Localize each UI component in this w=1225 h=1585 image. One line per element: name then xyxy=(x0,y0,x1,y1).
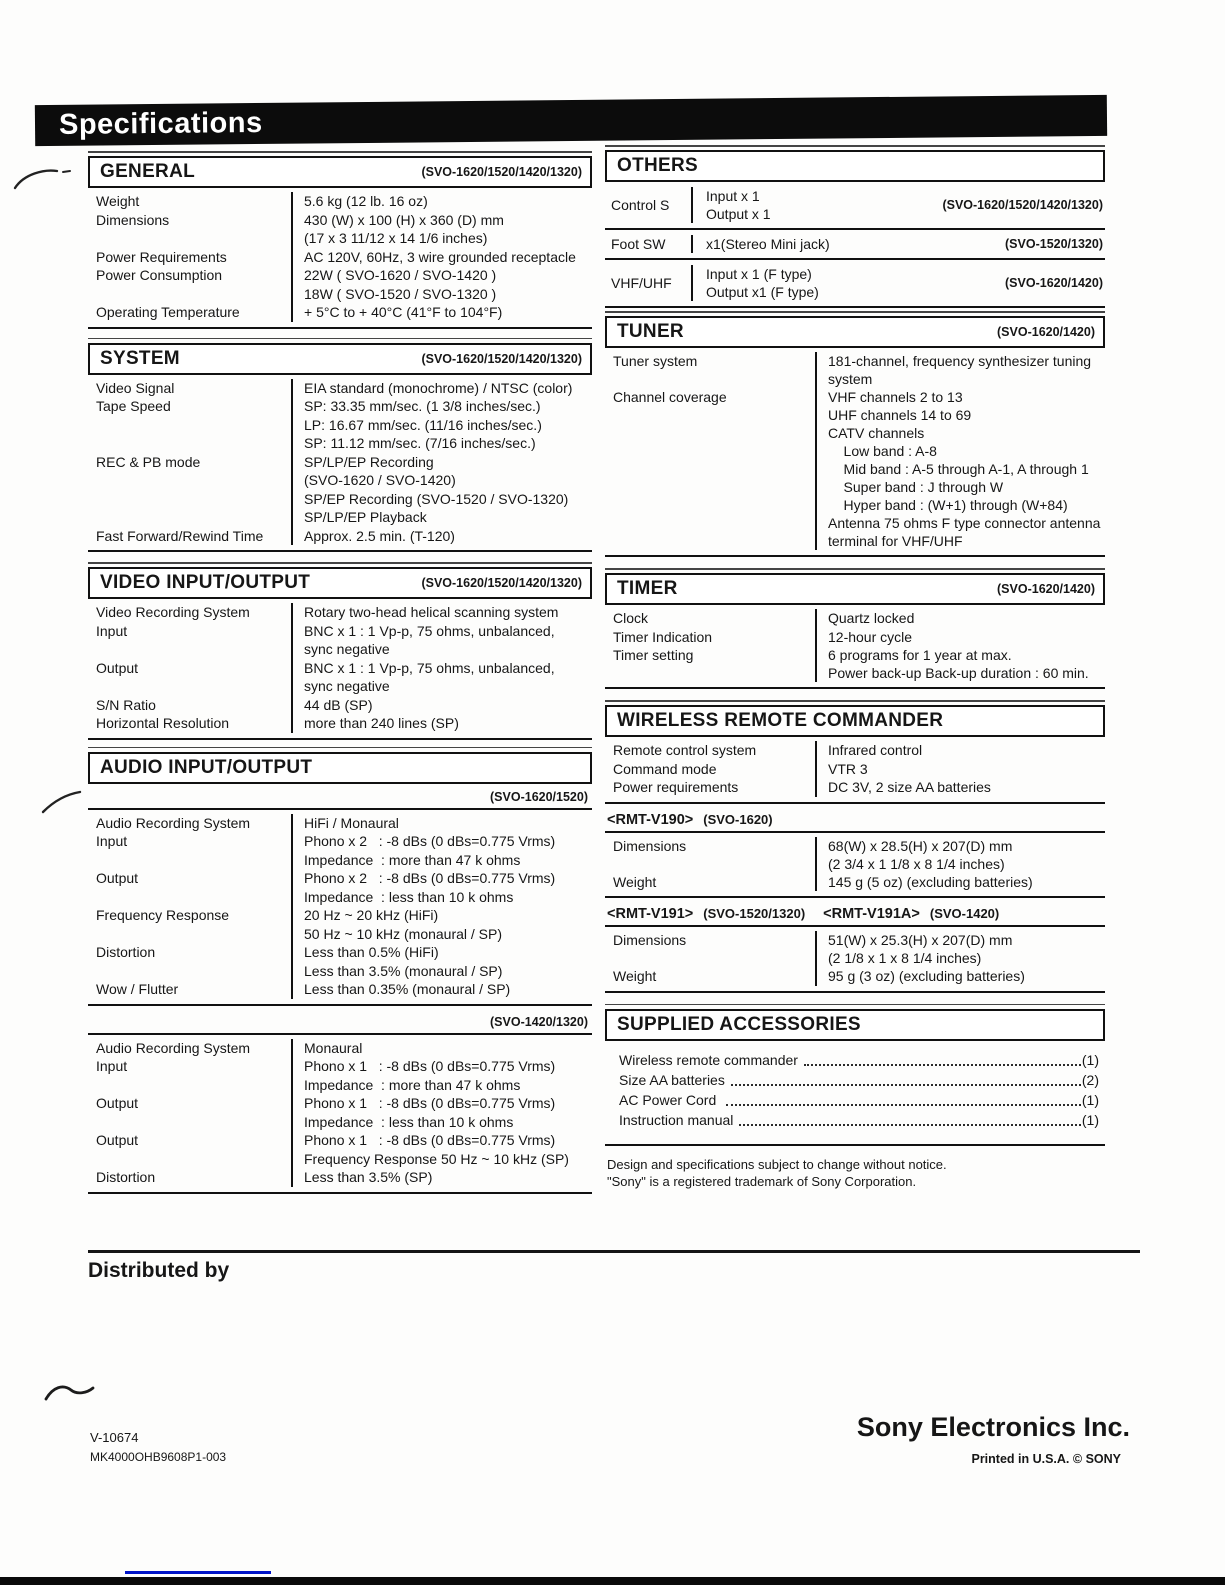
row-label: Output xyxy=(96,1095,139,1111)
section-models: (SVO-1620/1520/1420/1320) xyxy=(421,576,582,590)
row-value xyxy=(815,967,1105,986)
row-label: Output xyxy=(96,1132,139,1148)
value-line: Input x 1 (F type) xyxy=(706,266,812,282)
leader-dots xyxy=(804,1064,1081,1066)
pen-mark-icon xyxy=(12,163,74,193)
row-value xyxy=(815,352,1105,388)
accessory-name: Instruction manual xyxy=(619,1111,738,1128)
accessory-qty: (1) xyxy=(1081,1051,1099,1068)
row-value xyxy=(291,1057,592,1094)
left-column xyxy=(88,156,592,1194)
value-line: BNC x 1 : 1 Vp-p, 75 ohms, unbalanced, xyxy=(304,659,555,676)
row-value xyxy=(691,187,942,223)
value-line: DC 3V, 2 size AA batteries xyxy=(828,779,991,795)
row-label: Power Requirements xyxy=(96,248,227,265)
spec-row xyxy=(88,622,592,659)
spec-table xyxy=(88,1035,592,1194)
spec-table xyxy=(605,737,1105,804)
row-label: Control S xyxy=(611,197,670,213)
row-value xyxy=(291,453,592,527)
section-header xyxy=(88,156,592,188)
spec-row xyxy=(88,980,592,999)
spec-table xyxy=(88,599,592,740)
accessories-list xyxy=(605,1041,1105,1139)
row-model: (SVO-1620/1420) xyxy=(1005,276,1103,290)
spec-row xyxy=(88,659,592,696)
section-models: (SVO-1620/1520/1420/1320) xyxy=(421,351,582,366)
row-value xyxy=(291,832,592,869)
section-header xyxy=(88,567,592,599)
section-title: GENERAL xyxy=(100,161,195,182)
remote-code: <RMT-V191> xyxy=(607,906,694,922)
company-name: Sony Electronics Inc. xyxy=(856,1412,1130,1442)
row-label: Input xyxy=(96,622,128,639)
value-line: (17 x 3 11/12 x 14 1/6 inches) xyxy=(304,230,488,246)
section-title: VIDEO INPUT/OUTPUT xyxy=(100,572,311,593)
spec-row xyxy=(605,837,1105,873)
value-line: Phono x 2 : -8 dBs (0 dBs=0.775 Vrms) xyxy=(304,833,556,849)
section-models: (SVO-1620/1420) xyxy=(997,582,1095,596)
value-line: Infrared control xyxy=(828,742,923,758)
row-value xyxy=(815,931,1105,967)
row-label: Horizontal Resolution xyxy=(96,715,230,731)
section-others xyxy=(605,150,1105,308)
remote-subhead xyxy=(605,901,1105,927)
row-label: Tape Speed xyxy=(96,398,171,414)
spec-table xyxy=(605,927,1105,993)
row-label: Command mode xyxy=(613,760,717,777)
document-code-2: MK4000OHB9608P1-003 xyxy=(90,1450,227,1464)
spec-row xyxy=(605,646,1105,682)
others-table xyxy=(605,182,1105,308)
value-line: 51(W) x 25.3(H) x 207(D) mm xyxy=(828,932,1013,948)
row-value xyxy=(291,869,592,906)
value-line: (SVO-1620 / SVO-1420) xyxy=(304,472,456,488)
value-line: Less than 0.35% (monaural / SP) xyxy=(304,981,511,997)
section-header xyxy=(88,752,592,784)
value-line: Less than 3.5% (SP) xyxy=(304,1169,433,1185)
value-line: SP/LP/EP Playback xyxy=(304,509,427,525)
value-line: 20 Hz ~ 20 kHz (HiFi) xyxy=(304,907,439,923)
value-line: 181-channel, frequency synthesizer tuning xyxy=(828,353,1092,369)
row-label: Distortion xyxy=(96,1169,156,1185)
section-title: SUPPLIED ACCESSORIES xyxy=(617,1013,861,1035)
value-line: sync negative xyxy=(304,641,390,657)
spec-row xyxy=(605,931,1105,967)
spec-row xyxy=(88,527,592,546)
value-line: SP/EP Recording (SVO-1520 / SVO-1320) xyxy=(304,490,569,507)
specifications-banner xyxy=(35,95,1107,146)
value-line: Super band : J through W xyxy=(828,479,1004,495)
accessory-item xyxy=(619,1090,1099,1110)
value-line: UHF channels 14 to 69 xyxy=(828,407,972,423)
row-value xyxy=(291,1168,592,1187)
value-line: (2 1/8 x 1 x 8 1/4 inches) xyxy=(828,950,982,966)
subtable-model-caption: (SVO-1620/1520) xyxy=(88,784,592,810)
leader-dots xyxy=(739,1124,1081,1126)
value-line: BNC x 1 : 1 Vp-p, 75 ohms, unbalanced, xyxy=(304,622,555,639)
value-line: 18W ( SVO-1520 / SVO-1320 ) xyxy=(304,285,497,302)
value-line: Impedance : more than 47 k ohms xyxy=(304,1076,521,1093)
spec-table xyxy=(88,188,592,329)
row-value xyxy=(815,741,1105,760)
value-line: sync negative xyxy=(304,678,390,694)
value-line: LP: 16.67 mm/sec. (11/16 inches/sec.) xyxy=(304,416,542,433)
remote-model: (SVO-1520/1320) xyxy=(703,906,806,921)
spec-row xyxy=(88,266,592,303)
value-line: AC 120V, 60Hz, 3 wire grounded receptacle xyxy=(304,248,576,265)
value-line: Impedance : more than 47 k ohms xyxy=(304,851,521,868)
subtable-model-caption: (SVO-1420/1320) xyxy=(88,1009,592,1035)
row-label: Power Consumption xyxy=(96,267,223,283)
spec-row xyxy=(88,906,592,943)
row-value xyxy=(691,265,1005,301)
row-value xyxy=(291,696,592,715)
row-label: Weight xyxy=(96,193,140,209)
row-label: Dimensions xyxy=(613,837,687,854)
value-line: 95 g (3 oz) (excluding batteries) xyxy=(828,968,1025,984)
value-line: terminal for VHF/UHF xyxy=(828,533,963,549)
row-label: Operating Temperature xyxy=(96,304,240,320)
section-title: TIMER xyxy=(617,578,678,599)
row-value xyxy=(291,943,592,980)
spec-row xyxy=(88,814,592,833)
spec-row xyxy=(88,714,592,733)
row-value xyxy=(291,1131,592,1168)
spec-table xyxy=(605,833,1105,899)
section-title: WIRELESS REMOTE COMMANDER xyxy=(617,710,944,731)
document-code-1: V-10674 xyxy=(90,1430,139,1445)
section-audio xyxy=(88,752,592,1194)
value-line: 145 g (5 oz) (excluding batteries) xyxy=(828,873,1033,890)
spec-table xyxy=(605,348,1105,557)
footer-divider xyxy=(88,1250,1140,1253)
remote-code: <RMT-V190> xyxy=(607,811,694,828)
row-value xyxy=(291,303,592,322)
row-label: Input xyxy=(96,833,128,849)
row-value xyxy=(815,837,1105,873)
row-model: (SVO-1520/1320) xyxy=(1005,237,1103,251)
section-title: OTHERS xyxy=(617,155,698,176)
row-value xyxy=(815,778,1105,797)
value-line: Output x1 (F type) xyxy=(706,284,819,300)
value-line: Hyper band : (W+1) through (W+84) xyxy=(828,497,1068,513)
section-header xyxy=(605,705,1105,737)
value-line: 5.6 kg (12 lb. 16 oz) xyxy=(304,193,428,209)
spec-row xyxy=(88,248,592,267)
row-label: Remote control system xyxy=(613,742,757,758)
value-line: Approx. 2.5 min. (T-120) xyxy=(304,527,455,544)
row-value xyxy=(291,266,592,303)
value-line: EIA standard (monochrome) / NTSC (color) xyxy=(304,379,573,396)
spec-row xyxy=(88,696,592,715)
section-header xyxy=(605,573,1105,605)
row-label: Output xyxy=(96,870,139,886)
row-value xyxy=(291,622,592,659)
row-label: Timer setting xyxy=(613,647,694,663)
pen-mark-icon xyxy=(44,1382,96,1406)
value-line: SP: 11.12 mm/sec. (7/16 inches/sec.) xyxy=(304,435,536,451)
row-label: Timer Indication xyxy=(613,628,713,645)
row-value xyxy=(291,397,592,453)
value-line: Frequency Response 50 Hz ~ 10 kHz (SP) xyxy=(304,1150,569,1167)
spec-table xyxy=(605,605,1105,689)
spec-row xyxy=(88,1168,592,1187)
row-label: Input xyxy=(96,1058,128,1074)
remote-code: <RMT-V191A> xyxy=(823,906,920,922)
section-title: TUNER xyxy=(617,321,684,342)
note-line: "Sony" is a registered trademark of Sony Corporation. xyxy=(607,1174,917,1189)
others-row xyxy=(605,230,1105,260)
value-line: Phono x 1 : -8 dBs (0 dBs=0.775 Vrms) xyxy=(304,1132,556,1148)
row-label: VHF/UHF xyxy=(611,275,672,291)
value-line: 44 dB (SP) xyxy=(304,696,373,713)
accessory-item xyxy=(619,1110,1099,1130)
accessory-qty: (1) xyxy=(1081,1091,1099,1108)
value-line: Rotary two-head helical scanning system xyxy=(304,604,559,620)
row-label: Fast Forward/Rewind Time xyxy=(96,527,264,544)
spec-row xyxy=(605,760,1105,779)
accessory-item xyxy=(619,1050,1099,1070)
section-title: SYSTEM xyxy=(100,347,180,369)
accessory-qty: (1) xyxy=(1081,1111,1099,1128)
spec-row xyxy=(88,1094,592,1131)
value-line: Impedance : less than 10 k ohms xyxy=(304,888,514,905)
note-line: Design and specifications subject to change without notice. xyxy=(607,1156,947,1172)
row-value xyxy=(691,235,1005,253)
row-value xyxy=(815,646,1105,682)
row-label: Weight xyxy=(613,968,657,984)
spec-row xyxy=(88,832,592,869)
section-accessories xyxy=(605,1009,1105,1146)
spec-row xyxy=(605,352,1105,388)
row-label: Audio Recording System xyxy=(96,1039,251,1056)
value-line: Less than 0.5% (HiFi) xyxy=(304,944,439,960)
row-value xyxy=(291,527,592,546)
others-row xyxy=(605,182,1105,230)
value-line: more than 240 lines (SP) xyxy=(304,715,459,731)
value-line: 50 Hz ~ 10 kHz (monaural / SP) xyxy=(304,925,503,942)
value-line: Less than 3.5% (monaural / SP) xyxy=(304,962,503,979)
leader-dots xyxy=(726,1104,1081,1106)
value-line: system xyxy=(828,371,873,387)
value-line: 6 programs for 1 year at max. xyxy=(828,647,1012,663)
row-value xyxy=(291,714,592,733)
value-line: 12-hour cycle xyxy=(828,628,913,645)
value-line: 68(W) x 28.5(H) x 207(D) mm xyxy=(828,837,1013,854)
spec-row xyxy=(88,943,592,980)
value-line: Quartz locked xyxy=(828,610,915,626)
row-label: Clock xyxy=(613,610,649,626)
row-value xyxy=(291,379,592,398)
row-label: Tuner system xyxy=(613,353,698,369)
section-timer xyxy=(605,573,1105,689)
remote-model: (SVO-1420) xyxy=(929,906,1000,921)
spec-row xyxy=(605,967,1105,986)
spec-row xyxy=(88,397,592,453)
value-line: Phono x 2 : -8 dBs (0 dBs=0.775 Vrms) xyxy=(304,870,556,886)
spec-row xyxy=(605,628,1105,647)
section-tuner xyxy=(605,316,1105,557)
value-line: VHF channels 2 to 13 xyxy=(828,389,963,405)
value-line: (2 3/4 x 1 1/8 x 8 1/4 inches) xyxy=(828,855,1005,872)
others-row xyxy=(605,260,1105,308)
section-models: (SVO-1620/1420) xyxy=(997,325,1095,339)
spec-row xyxy=(88,1039,592,1058)
section-header xyxy=(605,150,1105,182)
row-label: Channel coverage xyxy=(613,389,727,405)
row-label: Distortion xyxy=(96,944,156,960)
spec-row xyxy=(605,778,1105,797)
row-value xyxy=(291,603,592,622)
right-column xyxy=(605,150,1105,1191)
row-label: Output xyxy=(96,659,139,676)
value-line: Input x 1 xyxy=(706,188,760,204)
spec-row xyxy=(88,303,592,322)
row-value xyxy=(291,659,592,696)
section-models: (SVO-1620/1520/1420/1320) xyxy=(421,165,582,179)
accessory-name: Wireless remote commander xyxy=(619,1051,802,1068)
spec-row xyxy=(88,379,592,398)
row-value xyxy=(291,192,592,211)
row-value xyxy=(291,814,592,833)
section-header xyxy=(605,316,1105,348)
remote-model: (SVO-1620) xyxy=(703,811,773,827)
spec-row xyxy=(88,211,592,248)
spec-table xyxy=(88,810,592,1006)
row-value xyxy=(815,628,1105,647)
value-line: SP/LP/EP Recording xyxy=(304,453,434,470)
spec-row xyxy=(88,869,592,906)
row-label: Audio Recording System xyxy=(96,814,251,831)
value-line: x1(Stereo Mini jack) xyxy=(706,236,830,252)
value-line: Phono x 1 : -8 dBs (0 dBs=0.775 Vrms) xyxy=(304,1058,556,1074)
spec-row xyxy=(605,741,1105,760)
value-line: 430 (W) x 100 (H) x 360 (D) mm xyxy=(304,211,504,228)
row-label: Dimensions xyxy=(613,932,687,948)
section-notes xyxy=(605,1156,1105,1191)
row-label: REC & PB mode xyxy=(96,453,201,470)
section-title: AUDIO INPUT/OUTPUT xyxy=(100,756,313,778)
printed-note: Printed in U.S.A. © SONY xyxy=(971,1452,1121,1466)
row-label: Foot SW xyxy=(611,236,666,252)
row-label: Video Signal xyxy=(96,379,175,396)
accessory-name: Size AA batteries xyxy=(619,1071,729,1088)
value-line: Mid band : A-5 through A-1, A through 1 xyxy=(828,461,1089,477)
value-line: CATV channels xyxy=(828,425,925,441)
section-header xyxy=(88,343,592,375)
row-label: Video Recording System xyxy=(96,604,250,620)
row-value xyxy=(291,248,592,267)
leader-dots xyxy=(731,1084,1081,1086)
spec-row xyxy=(88,192,592,211)
value-line: HiFi / Monaural xyxy=(304,814,399,831)
value-line: Power back-up Back-up duration : 60 min. xyxy=(828,665,1089,681)
row-value xyxy=(291,1094,592,1131)
row-value xyxy=(291,906,592,943)
row-value xyxy=(815,609,1105,628)
pen-mark-icon xyxy=(40,786,84,816)
row-value xyxy=(291,980,592,999)
value-line: Monaural xyxy=(304,1039,363,1056)
spec-row xyxy=(88,603,592,622)
spec-row xyxy=(605,388,1105,550)
section-wrc xyxy=(605,705,1105,993)
spec-row xyxy=(88,1131,592,1168)
scan-edge-bar xyxy=(0,1577,1225,1585)
remote-subhead xyxy=(605,807,1105,833)
section-system xyxy=(88,343,592,553)
value-line: + 5°C to + 40°C (41°F to 104°F) xyxy=(304,304,503,320)
section-video xyxy=(88,567,592,740)
row-label: Frequency Response xyxy=(96,907,230,923)
accessory-qty: (2) xyxy=(1081,1071,1099,1088)
value-line: Impedance : less than 10 k ohms xyxy=(304,1113,514,1130)
row-value xyxy=(815,388,1105,550)
page-title: Specifications xyxy=(58,106,263,141)
value-line: Antenna 75 ohms F type connector antenna xyxy=(828,515,1101,531)
blue-underline-mark xyxy=(125,1571,271,1574)
row-value xyxy=(291,211,592,248)
section-header xyxy=(605,1009,1105,1041)
value-line: 22W ( SVO-1620 / SVO-1420 ) xyxy=(304,267,497,283)
accessory-name: AC Power Cord xyxy=(619,1091,725,1108)
row-value xyxy=(815,760,1105,779)
row-label: Weight xyxy=(613,873,657,890)
value-line: Output x 1 xyxy=(706,206,771,222)
distributed-by-label: Distributed by xyxy=(88,1259,230,1282)
value-line: Low band : A-8 xyxy=(828,443,937,459)
value-line: VTR 3 xyxy=(828,760,868,777)
row-value xyxy=(815,873,1105,892)
value-line: SP: 33.35 mm/sec. (1 3/8 inches/sec.) xyxy=(304,398,541,414)
spec-row xyxy=(88,1057,592,1094)
row-model: (SVO-1620/1520/1420/1320) xyxy=(942,198,1103,212)
row-label: S/N Ratio xyxy=(96,696,156,713)
value-line: Phono x 1 : -8 dBs (0 dBs=0.775 Vrms) xyxy=(304,1095,556,1111)
spec-row xyxy=(605,873,1105,892)
accessory-item xyxy=(619,1070,1099,1090)
row-label: Dimensions xyxy=(96,211,170,228)
spec-table xyxy=(88,375,592,553)
spec-row xyxy=(605,609,1105,628)
spec-row xyxy=(88,453,592,527)
section-general xyxy=(88,156,592,329)
row-label: Power requirements xyxy=(613,779,739,795)
row-label: Wow / Flutter xyxy=(96,981,179,997)
row-value xyxy=(291,1039,592,1058)
